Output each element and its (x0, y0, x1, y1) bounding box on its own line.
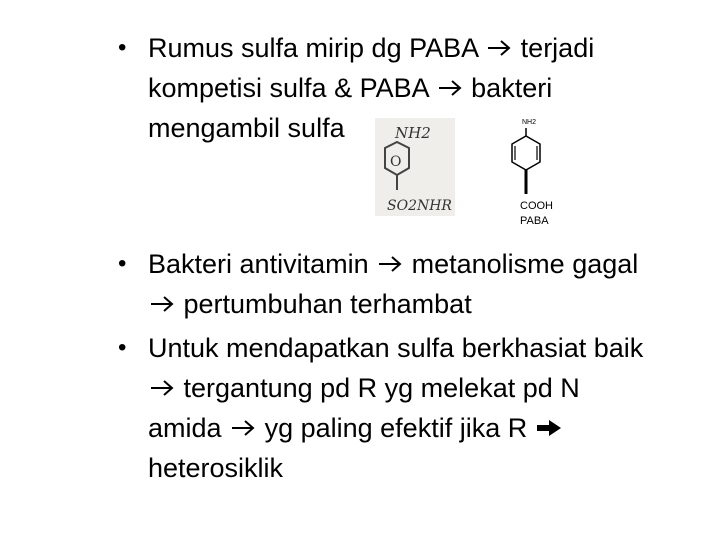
bullet-line (148, 28, 708, 68)
sketch-ring-label: O (390, 154, 402, 170)
bullet-text-3 (148, 328, 708, 488)
line-text-before: amida (148, 413, 222, 443)
line-text-after: tergantung pd R yg melekat pd N (183, 373, 580, 403)
right-arrow-icon (148, 378, 176, 398)
line-text-after: bakteri (471, 73, 553, 103)
bullet-line (148, 448, 708, 488)
line-text-before: Bakteri antivitamin (148, 249, 369, 279)
bold-right-arrow-icon (535, 418, 563, 438)
right-arrow-icon (148, 294, 176, 314)
line-text-before: mengambil sulfa (148, 113, 345, 143)
sketch-bottom-label: SO2NHR (387, 198, 452, 214)
bullet-line (148, 68, 708, 108)
line-text-after: pertumbuhan terhambat (183, 289, 472, 319)
sulfonamide-sketch-image (375, 118, 455, 216)
right-arrow-icon (229, 418, 257, 438)
bullet-line (148, 328, 708, 368)
bullet-dot: • (118, 334, 127, 361)
paba-acid-label: COOH (520, 200, 553, 212)
bullet-dot: • (118, 250, 127, 277)
line-text-after: yg paling efektif jika R (264, 413, 528, 443)
sketch-top-label: NH2 (395, 124, 431, 142)
paba-amine-label: NH2 (522, 119, 537, 126)
line-text-before: kompetisi sulfa & PABA (148, 73, 429, 103)
bullet-dot: • (118, 34, 127, 61)
bullet-text-2 (148, 244, 708, 324)
right-arrow-icon (436, 78, 464, 98)
bullet-line (148, 244, 708, 284)
line-text-before: heterosiklik (148, 453, 284, 483)
bullet-line (148, 408, 708, 448)
right-arrow-icon (376, 254, 404, 274)
line-text-before: Untuk mendapatkan sulfa berkhasiat baik (148, 333, 644, 363)
right-arrow-icon (485, 38, 513, 58)
paba-name-label: PABA (520, 215, 549, 227)
bullet-line (148, 368, 708, 408)
line-text-after: metanolisme gagal (411, 249, 639, 279)
line-text-before: Rumus sulfa mirip dg PABA (148, 33, 478, 63)
paba-structure (500, 112, 570, 232)
line-text-after: terjadi (520, 33, 595, 63)
bullet-line (148, 284, 708, 324)
